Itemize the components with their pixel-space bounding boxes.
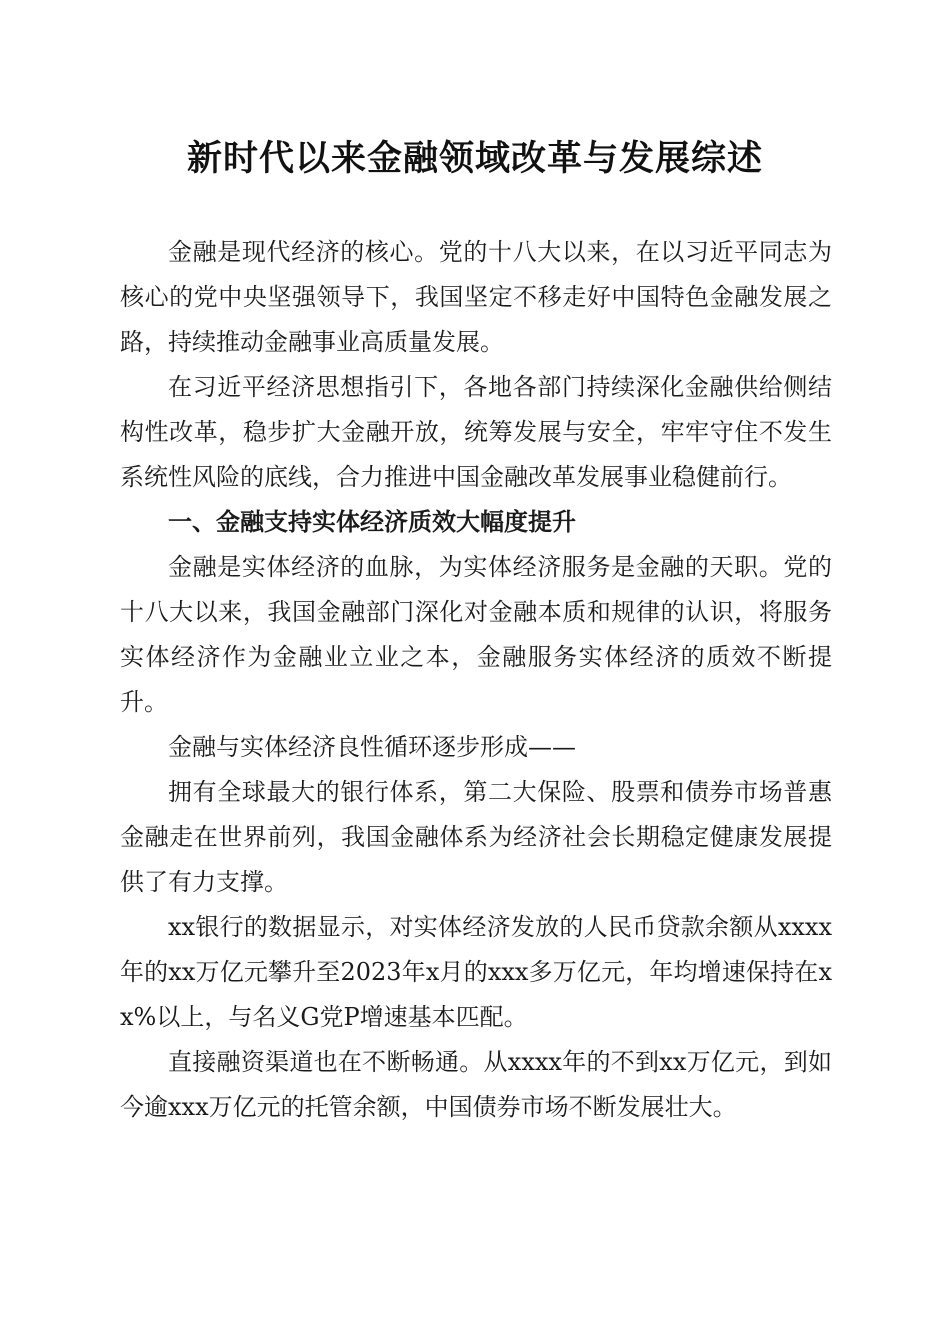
document-body [120,230,832,1130]
section-heading: 一、金融支持实体经济质效大幅度提升 [168,508,576,536]
paragraph-guidance: 在习近平经济思想指引下，各地各部门持续深化金融供给侧结构性改革，稳步扩大金融开放，统筹发展与安全，牢牢守住不发生系统性风险的底线，合力推进中国金融改革发展事业稳健前行。 [120,373,832,491]
document-title: 新时代以来金融领域改革与发展综述 [186,138,763,179]
paragraph-real-economy: 金融是实体经济的血脉，为实体经济服务是金融的天职。党的十八大以来，我国金融部门深化对金融本质和规律的认识，将服务实体经济作为金融业立业之本，金融服务实体经济的质效不断提升。 [120,553,832,716]
paragraph-banking-system: 拥有全球最大的银行体系，第二大保险、股票和债券市场普惠金融走在世界前列，我国金融体系为经济社会长期稳定健康发展提供了有力支撑。 [120,778,832,896]
paragraph-loan-data: xx银行的数据显示，对实体经济发放的人民币贷款余额从xxxx年的xx万亿元攀升至2023年x月的xxx多万亿元，年均增速保持在xx%以上，与名义G党P增速基本匹配。 [120,913,832,1031]
paragraph-cycle: 金融与实体经济良性循环逐步形成—— [168,733,576,761]
paragraph-intro: 金融是现代经济的核心。党的十八大以来，在以习近平同志为核心的党中央坚强领导下，我国坚定不移走好中国特色金融发展之路，持续推动金融事业高质量发展。 [120,238,832,356]
paragraph-direct-financing: 直接融资渠道也在不断畅通。从xxxx年的不到xx万亿元，到如今逾xxx万亿元的托管余额，中国债券市场不断发展壮大。 [120,1048,832,1121]
